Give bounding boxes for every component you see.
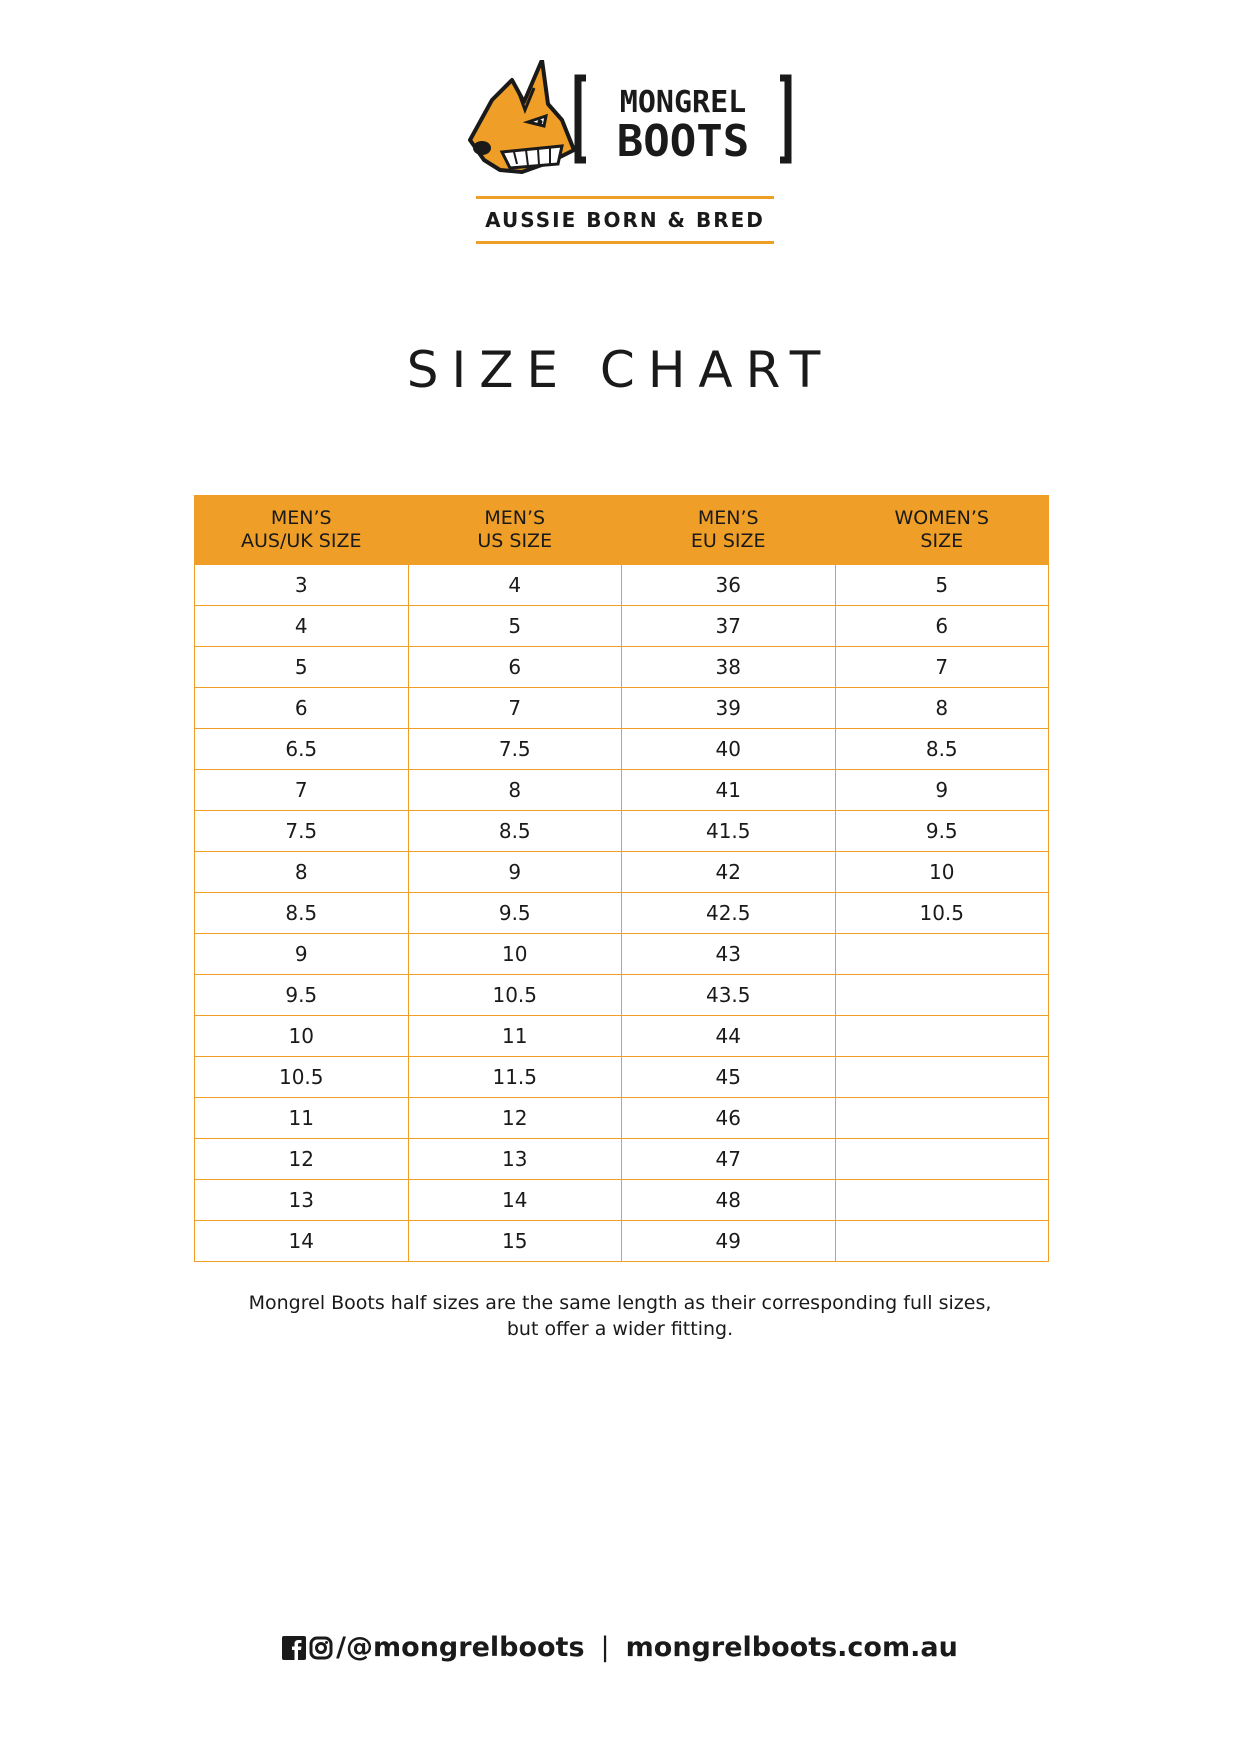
table-cell: 8.5 <box>408 811 622 852</box>
table-cell <box>835 1057 1049 1098</box>
table-row <box>195 1139 1049 1180</box>
table-row <box>195 934 1049 975</box>
table-cell: 10 <box>835 852 1049 893</box>
table-cell: 6 <box>408 647 622 688</box>
table-cell: 8 <box>195 852 409 893</box>
table-cell: 9 <box>195 934 409 975</box>
column-header <box>835 495 1049 565</box>
table-cell: 14 <box>195 1221 409 1262</box>
table-row <box>195 606 1049 647</box>
table-cell: 8.5 <box>195 893 409 934</box>
table-cell: 9.5 <box>195 975 409 1016</box>
footnote-line: Mongrel Boots half sizes are the same length as their corresponding full sizes, <box>248 1292 992 1314</box>
dog-mascot-logo <box>462 60 792 175</box>
page-title: SIZE CHART <box>406 341 834 399</box>
table-cell: 6 <box>835 606 1049 647</box>
column-header-line: SIZE <box>920 529 964 552</box>
size-table <box>194 495 1049 1262</box>
table-cell: 12 <box>408 1098 622 1139</box>
table-cell: 4 <box>195 606 409 647</box>
table-cell: 5 <box>835 565 1049 606</box>
table-cell: 3 <box>195 565 409 606</box>
table-cell: 49 <box>622 1221 836 1262</box>
column-header-line: EU SIZE <box>690 529 766 552</box>
table-cell: 39 <box>622 688 836 729</box>
column-header <box>622 495 836 565</box>
table-cell: 10 <box>408 934 622 975</box>
table-cell: 10.5 <box>835 893 1049 934</box>
table-cell: 7 <box>195 770 409 811</box>
table-cell: 43 <box>622 934 836 975</box>
table-cell: 8.5 <box>835 729 1049 770</box>
social-handle-link[interactable]: /@mongrelboots <box>336 1632 585 1663</box>
table-cell: 8 <box>408 770 622 811</box>
table-cell: 9.5 <box>835 811 1049 852</box>
table-cell <box>835 975 1049 1016</box>
table-cell: 47 <box>622 1139 836 1180</box>
table-cell: 42 <box>622 852 836 893</box>
table-row <box>195 852 1049 893</box>
table-cell: 15 <box>408 1221 622 1262</box>
table-cell: 37 <box>622 606 836 647</box>
table-cell: 45 <box>622 1057 836 1098</box>
table-cell: 6.5 <box>195 729 409 770</box>
table-body <box>195 565 1049 1262</box>
table-cell: 11.5 <box>408 1057 622 1098</box>
table-cell: 44 <box>622 1016 836 1057</box>
table-cell: 5 <box>195 647 409 688</box>
column-header <box>408 495 622 565</box>
website-link[interactable]: mongrelboots.com.au <box>625 1632 958 1663</box>
table-cell: 42.5 <box>622 893 836 934</box>
facebook-icon[interactable] <box>282 1632 306 1672</box>
table-cell: 7.5 <box>195 811 409 852</box>
table-cell: 43.5 <box>622 975 836 1016</box>
table-row <box>195 770 1049 811</box>
table-cell: 6 <box>195 688 409 729</box>
table-row <box>195 647 1049 688</box>
table-cell: 41.5 <box>622 811 836 852</box>
column-header-line: AUS/UK SIZE <box>241 529 362 552</box>
table-cell: 8 <box>835 688 1049 729</box>
table-cell: 9 <box>835 770 1049 811</box>
brand-logo <box>462 60 792 175</box>
table-cell: 4 <box>408 565 622 606</box>
tagline: AUSSIE BORN & BRED <box>485 208 765 232</box>
table-cell <box>835 1016 1049 1057</box>
table-row <box>195 811 1049 852</box>
table-row <box>195 1098 1049 1139</box>
table-cell: 10.5 <box>195 1057 409 1098</box>
table-row <box>195 893 1049 934</box>
table-cell: 7 <box>835 647 1049 688</box>
table-row <box>195 975 1049 1016</box>
column-header-line: WOMEN’S <box>894 506 989 529</box>
footer-separator: | <box>600 1632 610 1663</box>
table-cell: 40 <box>622 729 836 770</box>
table-row <box>195 688 1049 729</box>
tagline-box <box>476 196 774 244</box>
table-cell: 7.5 <box>408 729 622 770</box>
instagram-icon[interactable] <box>309 1632 333 1672</box>
column-header <box>195 495 409 565</box>
table-cell: 13 <box>195 1180 409 1221</box>
table-cell: 9 <box>408 852 622 893</box>
table-cell: 9.5 <box>408 893 622 934</box>
table-row <box>195 565 1049 606</box>
table-cell: 7 <box>408 688 622 729</box>
table-cell: 10 <box>195 1016 409 1057</box>
column-header-line: MEN’S <box>484 506 546 529</box>
footnote-line: but offer a wider fitting. <box>506 1318 734 1340</box>
table-cell: 11 <box>408 1016 622 1057</box>
table-cell: 41 <box>622 770 836 811</box>
table-row <box>195 729 1049 770</box>
table-header-row <box>195 495 1049 565</box>
table-cell: 46 <box>622 1098 836 1139</box>
logo-word-2: BOOTS <box>616 116 750 167</box>
table-cell <box>835 1098 1049 1139</box>
table-cell: 14 <box>408 1180 622 1221</box>
table-cell: 38 <box>622 647 836 688</box>
table-row <box>195 1016 1049 1057</box>
table-row <box>195 1057 1049 1098</box>
table-cell: 5 <box>408 606 622 647</box>
table-cell <box>835 934 1049 975</box>
footnote <box>0 1290 1240 1342</box>
table-row <box>195 1221 1049 1262</box>
logo-word-1: MONGREL <box>619 85 747 120</box>
footer <box>0 1628 1240 1672</box>
table-cell: 10.5 <box>408 975 622 1016</box>
table-row <box>195 1180 1049 1221</box>
table-cell: 11 <box>195 1098 409 1139</box>
table-cell: 13 <box>408 1139 622 1180</box>
table-cell <box>835 1139 1049 1180</box>
table-cell <box>835 1180 1049 1221</box>
column-header-line: MEN’S <box>697 506 759 529</box>
column-header-line: US SIZE <box>477 529 553 552</box>
table-cell: 36 <box>622 565 836 606</box>
table-cell: 48 <box>622 1180 836 1221</box>
table-cell <box>835 1221 1049 1262</box>
column-header-line: MEN’S <box>270 506 332 529</box>
table-cell: 12 <box>195 1139 409 1180</box>
